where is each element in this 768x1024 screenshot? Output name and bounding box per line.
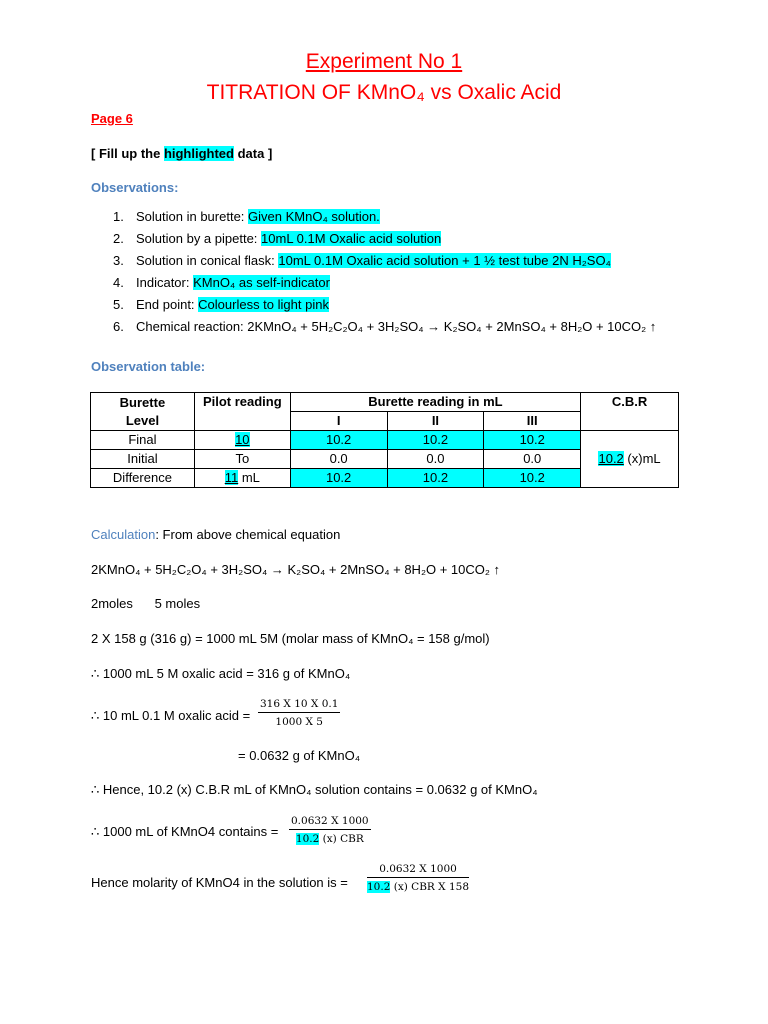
highlighted-value: 10mL 0.1M Oxalic acid solution + 1 ½ test tube 2N H₂SO₄ bbox=[278, 253, 611, 268]
highlighted-value: 10mL 0.1M Oxalic acid solution bbox=[261, 231, 442, 246]
fraction-molarity: 0.0632 X 1000 10.2 (x) CBR X 158 bbox=[367, 863, 470, 893]
hence-line: ∴ Hence, 10.2 (x) C.B.R mL of KMnO₄ solution contains = 0.0632 g of KMnO₄ bbox=[91, 782, 538, 797]
reading-i-header: I bbox=[290, 412, 387, 431]
pilot-reading-header: Pilot reading bbox=[194, 393, 290, 431]
oxalic-1000-line: ∴ 1000 mL 5 M oxalic acid = 316 g of KMnO₄ bbox=[91, 666, 351, 681]
list-item: 5. End point: Colourless to light pink bbox=[113, 297, 329, 312]
table-row: Difference 11 mL 10.2 10.2 10.2 bbox=[91, 469, 679, 488]
list-item: 6. Chemical reaction: 2KMnO₄ + 5H₂C₂O₄ + 3H₂SO₄ → K₂SO₄ + 2MnSO₄ + 8H₂O + 10CO₂ ↑ bbox=[113, 319, 657, 334]
burette-reading-header: Burette reading in mL bbox=[290, 393, 580, 412]
oxalic-10-line: ∴ 10 mL 0.1 M oxalic acid = bbox=[91, 708, 251, 723]
calculation-equation: 2KMnO₄ + 5H₂C₂O₄ + 3H₂SO₄ → K₂SO₄ + 2MnSO₄ + 8H₂O + 10CO₂ ↑ bbox=[91, 562, 501, 577]
table-row: Initial To 0.0 0.0 0.0 bbox=[91, 450, 679, 469]
highlighted-value: Colourless to light pink bbox=[198, 297, 329, 312]
cbr-header: C.B.R bbox=[581, 393, 679, 431]
observations-heading: Observations: bbox=[91, 180, 179, 195]
observation-table bbox=[90, 392, 679, 488]
contains-line: ∴ 1000 mL of KMnO4 contains = bbox=[91, 824, 279, 839]
fraction-contains: 0.0632 X 1000 10.2 (x) CBR bbox=[291, 815, 369, 845]
reading-iii-header: III bbox=[484, 412, 581, 431]
table-header-row bbox=[91, 393, 679, 412]
list-item: 2. Solution by a pipette: 10mL 0.1M Oxalic acid solution bbox=[113, 231, 442, 246]
list-item: 4. Indicator: KMnO₄ as self-indicator bbox=[113, 275, 330, 290]
pilot-difference-value: 11 bbox=[224, 470, 239, 485]
moles-line: 2moles 5 moles bbox=[91, 596, 201, 611]
page-title: Experiment No 1 bbox=[305, 50, 463, 73]
instruction-prefix: [ Fill up the bbox=[91, 146, 164, 161]
observation-table-heading: Observation table: bbox=[91, 359, 206, 374]
molarity-line: Hence molarity of KMnO4 in the solution is = bbox=[91, 875, 348, 890]
instruction-highlight: highlighted bbox=[163, 146, 234, 161]
result-line: = 0.0632 g of KMnO₄ bbox=[238, 748, 361, 763]
cbr-value: 10.2 bbox=[598, 451, 624, 466]
observations-list bbox=[91, 206, 656, 338]
calculation-heading: Calculation bbox=[91, 527, 156, 542]
cbr-cell: 10.2 (x)mL bbox=[581, 431, 679, 488]
list-item: 3. Solution in conical flask: 10mL 0.1M Oxalic acid solution + 1 ½ test tube 2N H₂SO₄ bbox=[113, 253, 611, 268]
reading-ii-header: II bbox=[387, 412, 484, 431]
fraction-oxalic: $\frac{316 X 10 X 0.1}{1000 X 5}$ bbox=[260, 698, 339, 728]
highlighted-value: Given KMnO₄ solution. bbox=[248, 209, 380, 224]
molar-mass-line: 2 X 158 g (316 g) = 1000 mL 5M (molar mass of KMnO₄ = 158 g/mol) bbox=[91, 631, 490, 646]
page-number: Page 6 bbox=[91, 111, 133, 126]
burette-level-header: Burette Level bbox=[91, 393, 195, 431]
experiment-subtitle: TITRATION OF KMnO₄ vs Oxalic Acid bbox=[206, 81, 562, 104]
list-item: 1. Solution in burette: Given KMnO₄ solution. bbox=[113, 209, 380, 224]
calculation-intro: Calculation: From above chemical equation bbox=[91, 527, 341, 542]
instruction-suffix: data ] bbox=[233, 146, 273, 161]
fill-instruction bbox=[91, 146, 272, 161]
pilot-final-value: 10 bbox=[235, 432, 250, 447]
highlighted-value: KMnO₄ as self-indicator bbox=[193, 275, 330, 290]
table-row: Final 10 10.2 10.2 10.2 10.2 (x)mL bbox=[91, 431, 679, 450]
